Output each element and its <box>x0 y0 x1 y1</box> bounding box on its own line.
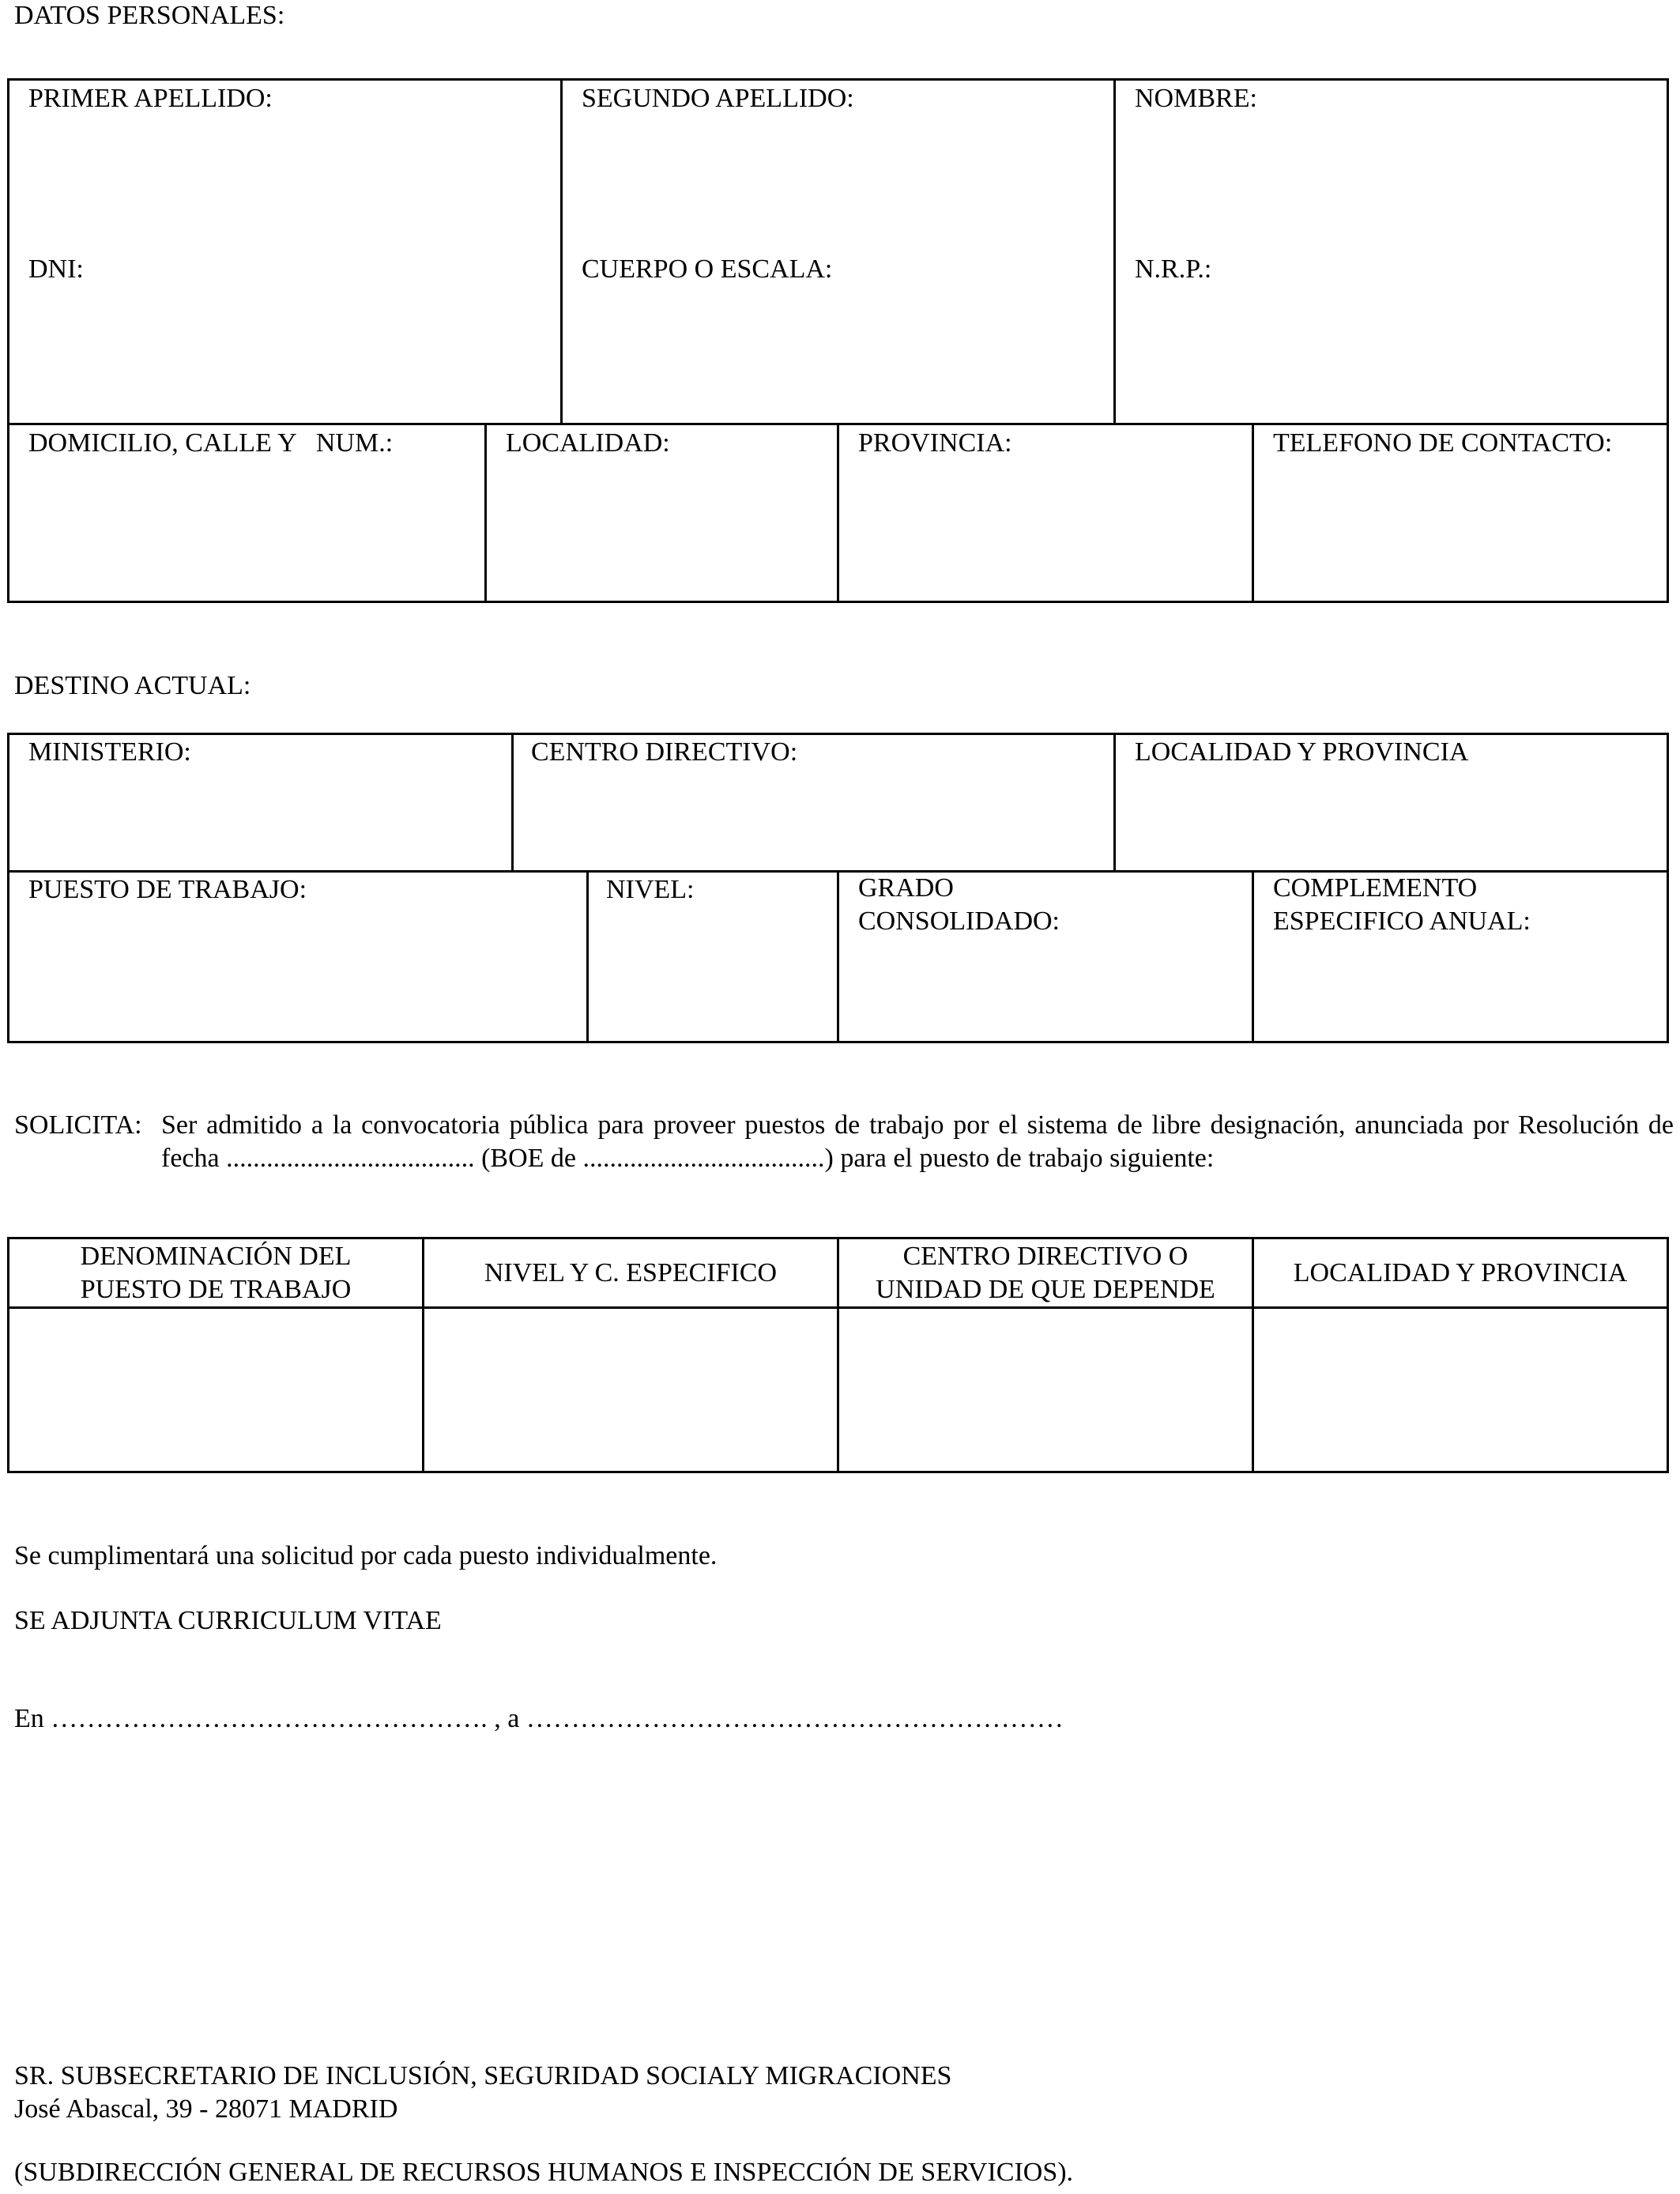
field-telefono[interactable]: TELEFONO DE CONTACTO: <box>1273 428 1613 458</box>
field-dni[interactable]: DNI: <box>28 254 84 284</box>
divider <box>1113 733 1116 872</box>
field-puesto-trabajo[interactable]: PUESTO DE TRABAJO: <box>28 875 307 904</box>
divider <box>1113 78 1116 424</box>
field-grado-line2[interactable]: CONSOLIDADO: <box>858 907 1060 936</box>
field-provincia[interactable]: PROVINCIA: <box>858 428 1012 458</box>
divider <box>586 870 589 1043</box>
field-nombre[interactable]: NOMBRE: <box>1135 84 1257 113</box>
solicita-text: Ser admitido a la convocatoria pública para proveer puestos de trabajo por el sistema de libre designación, anunciada por Resolución de fecha ..................................... (BOE de ....................................) para el puesto de trabajo siguiente: <box>161 1110 1674 1173</box>
divider <box>1252 870 1254 1043</box>
solicita-key: SOLICITA: <box>14 1110 142 1140</box>
divider <box>7 423 1669 425</box>
section-title-personal: DATOS PERSONALES: <box>14 1 285 30</box>
field-nrp[interactable]: N.R.P.: <box>1135 254 1212 284</box>
divider <box>484 423 487 603</box>
field-grado-line1[interactable]: GRADO <box>858 873 954 903</box>
field-complemento-line2[interactable]: ESPECIFICO ANUAL: <box>1273 907 1531 936</box>
field-centro-directivo[interactable]: CENTRO DIRECTIVO: <box>531 737 798 767</box>
col-header-denominacion-line1: DENOMINACIÓN DEL <box>80 1241 352 1271</box>
field-primer-apellido[interactable]: PRIMER APELLIDO: <box>28 84 273 113</box>
divider <box>1252 423 1254 603</box>
cell-localidad-input[interactable] <box>1254 1309 1667 1471</box>
divider <box>560 78 563 424</box>
cell-denominacion-input[interactable] <box>9 1309 422 1471</box>
note-individual: Se cumplimentará una solicitud por cada puesto individualmente. <box>14 1541 718 1570</box>
cell-centro-input[interactable] <box>839 1309 1252 1471</box>
col-header-centro <box>839 1239 1252 1306</box>
col-header-centro-line2: UNIDAD DE QUE DEPENDE <box>876 1274 1215 1304</box>
footer-subdireccion: (SUBDIRECCIÓN GENERAL DE RECURSOS HUMANOS E INSPECCIÓN DE SERVICIOS). <box>14 2158 1074 2187</box>
divider <box>511 733 514 872</box>
field-nivel[interactable]: NIVEL: <box>606 875 695 904</box>
col-header-denominacion-line2: PUESTO DE TRABAJO <box>80 1274 352 1304</box>
col-header-localidad: LOCALIDAD Y PROVINCIA <box>1293 1257 1628 1287</box>
field-localidad[interactable]: LOCALIDAD: <box>506 428 670 458</box>
field-localidad-provincia[interactable]: LOCALIDAD Y PROVINCIA <box>1135 737 1469 767</box>
field-cuerpo-escala[interactable]: CUERPO O ESCALA: <box>582 254 833 284</box>
cell-nivel-input[interactable] <box>424 1309 837 1471</box>
col-header-nivel: NIVEL Y C. ESPECIFICO <box>484 1257 778 1287</box>
divider <box>837 870 839 1043</box>
divider <box>837 423 839 603</box>
col-header-denominacion <box>9 1239 422 1306</box>
field-segundo-apellido[interactable]: SEGUNDO APELLIDO: <box>582 84 854 113</box>
note-curriculum: SE ADJUNTA CURRICULUM VITAE <box>14 1606 442 1635</box>
field-complemento-line1[interactable]: COMPLEMENTO <box>1273 873 1478 903</box>
footer-address: José Abascal, 39 - 28071 MADRID <box>14 2094 398 2124</box>
section-title-destino: DESTINO ACTUAL: <box>14 671 251 700</box>
field-ministerio[interactable]: MINISTERIO: <box>28 737 191 767</box>
col-header-centro-line1: CENTRO DIRECTIVO O <box>902 1241 1188 1271</box>
footer-addressee: SR. SUBSECRETARIO DE INCLUSIÓN, SEGURIDAD SOCIALY MIGRACIONES <box>14 2061 952 2090</box>
field-domicilio[interactable]: DOMICILIO, CALLE Y NUM.: <box>28 428 394 458</box>
place-date-line[interactable]: En …………………………………………. , a …………………………………………………… <box>14 1704 1064 1733</box>
